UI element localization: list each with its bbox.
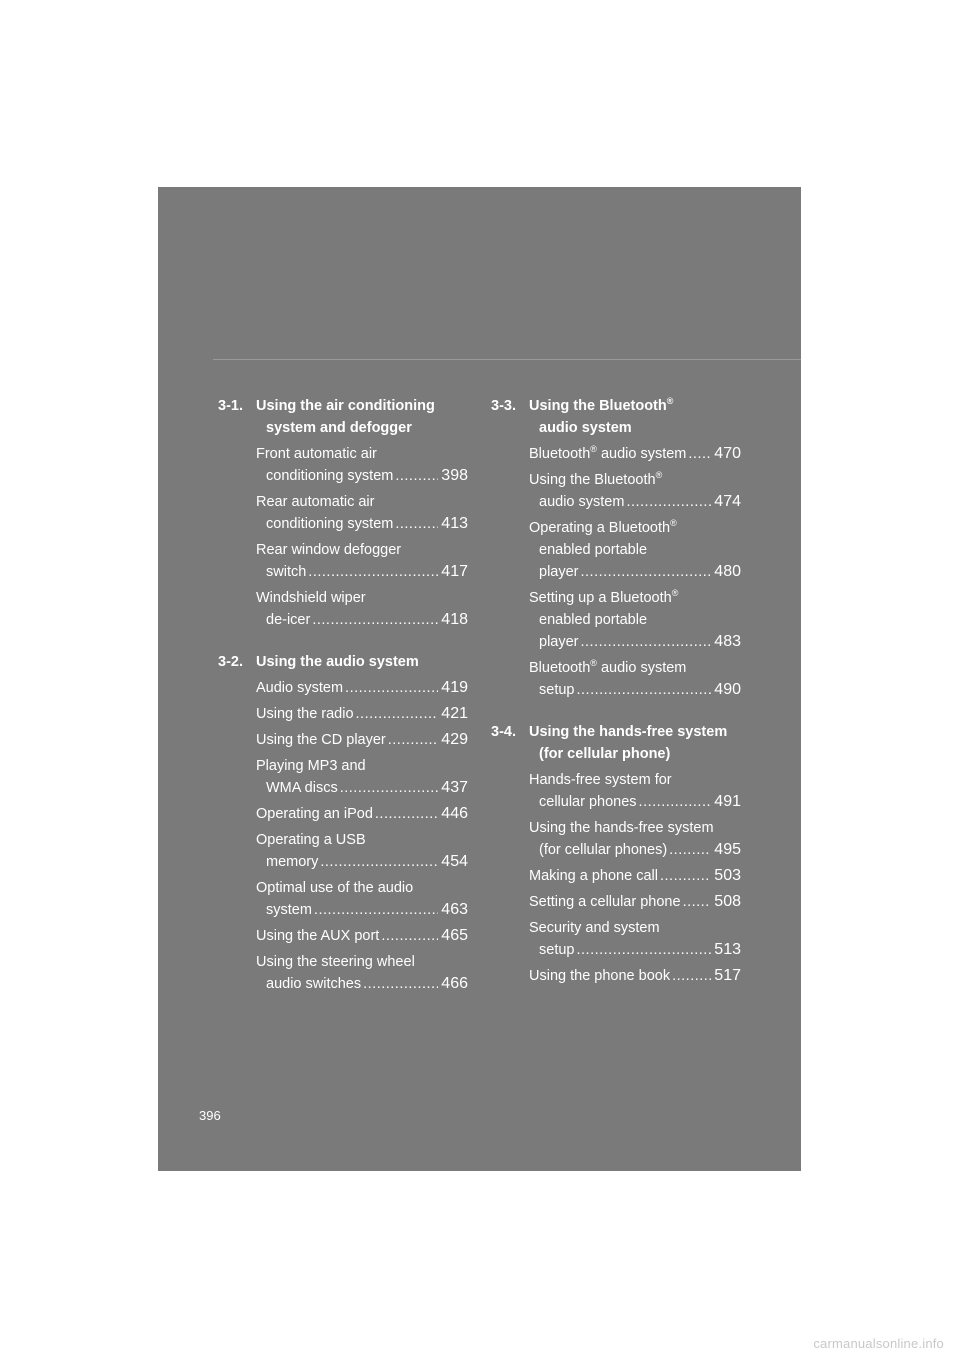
section-title-line1: Using the Bluetooth xyxy=(529,398,667,414)
entry-text-line1: Playing MP3 and xyxy=(256,758,366,774)
toc-entry[interactable] xyxy=(529,965,741,987)
toc-entry[interactable] xyxy=(529,891,741,913)
toc-entry[interactable] xyxy=(529,657,741,701)
entry-text-line1: Using the Bluetooth xyxy=(529,472,656,488)
leader-dots xyxy=(363,973,438,995)
entry-page-number: 446 xyxy=(441,805,468,822)
entry-text-line2: conditioning system xyxy=(266,516,394,532)
leader-dots xyxy=(581,631,712,653)
entry-text-cont: audio system xyxy=(596,446,687,462)
entry-text-line2: de-icer xyxy=(266,612,311,628)
toc-entry[interactable] xyxy=(256,877,468,921)
entry-text-line1: Operating a Bluetooth xyxy=(529,520,671,536)
entry-page-number: 490 xyxy=(714,681,741,698)
entry-page-number: 463 xyxy=(441,901,468,918)
leader-dots xyxy=(683,891,712,913)
leader-dots xyxy=(312,609,438,631)
toc-entry[interactable] xyxy=(529,443,741,465)
entry-page-number: 437 xyxy=(441,779,468,796)
entry-page-number: 413 xyxy=(441,515,468,532)
leader-dots xyxy=(320,851,438,873)
toc-section-3-4 xyxy=(491,721,741,987)
entry-text: Using the radio xyxy=(256,706,354,722)
entry-text-line2: cellular phones xyxy=(539,794,637,810)
leader-dots xyxy=(581,561,712,583)
entry-text-line2: switch xyxy=(266,564,307,580)
leader-dots xyxy=(639,791,712,813)
entry-page-number: 466 xyxy=(441,975,468,992)
registered-mark: ® xyxy=(590,658,597,669)
entry-page-number: 429 xyxy=(441,731,468,748)
entry-text-line2: audio switches xyxy=(266,976,362,992)
entry-text-line2: setup xyxy=(539,942,575,958)
entry-text-line1: Using the steering wheel xyxy=(256,954,415,970)
leader-dots xyxy=(381,925,438,947)
toc-entry[interactable] xyxy=(256,925,468,947)
toc-entry[interactable] xyxy=(256,539,468,583)
leader-dots xyxy=(669,839,711,861)
leader-dots xyxy=(314,899,438,921)
section-number: 3-4. xyxy=(491,724,516,740)
registered-mark: ® xyxy=(670,518,677,529)
section-title-line1: Using the air conditioning xyxy=(256,398,435,414)
section-heading[interactable] xyxy=(218,651,468,673)
entry-text-line1: Rear window defogger xyxy=(256,542,402,558)
entry-text: Setting a cellular phone xyxy=(529,894,681,910)
leader-dots xyxy=(672,965,711,987)
toc-entry[interactable] xyxy=(256,443,468,487)
leader-dots xyxy=(345,677,438,699)
entry-text-line1: Security and system xyxy=(529,920,660,936)
entry-text-line2: (for cellular phones) xyxy=(539,842,668,858)
leader-dots xyxy=(375,803,438,825)
entry-text-line1: Rear automatic air xyxy=(256,494,375,510)
toc-entry[interactable] xyxy=(256,951,468,995)
toc-entry[interactable] xyxy=(529,917,741,961)
entry-page-number: 491 xyxy=(714,793,741,810)
leader-dots xyxy=(395,465,438,487)
leader-dots xyxy=(688,443,711,465)
entry-page-number: 417 xyxy=(441,563,468,580)
entry-text-line2: conditioning system xyxy=(266,468,394,484)
toc-entry[interactable] xyxy=(256,829,468,873)
toc-entry[interactable] xyxy=(256,755,468,799)
entry-page-number: 474 xyxy=(714,493,741,510)
section-title-line2: (for cellular phone) xyxy=(539,746,671,762)
entry-text-line1: Windshield wiper xyxy=(256,590,366,606)
leader-dots xyxy=(395,513,438,535)
entry-page-number: 517 xyxy=(714,967,741,984)
entry-text: Using the AUX port xyxy=(256,928,380,944)
toc-section-3-3 xyxy=(491,395,741,701)
section-number: 3-1. xyxy=(218,398,243,414)
entry-text: Operating an iPod xyxy=(256,806,373,822)
entry-text-line1: Optimal use of the audio xyxy=(256,880,414,896)
registered-mark: ® xyxy=(671,588,679,599)
entry-page-number: 454 xyxy=(441,853,468,870)
entry-text-line2: enabled portable xyxy=(539,542,648,558)
entry-text-line2: setup xyxy=(539,682,575,698)
entry-page-number: 513 xyxy=(714,941,741,958)
entry-page-number: 495 xyxy=(714,841,741,858)
registered-mark: ® xyxy=(666,396,674,407)
toc-entry[interactable] xyxy=(529,769,741,813)
toc-entry[interactable] xyxy=(256,587,468,631)
leader-dots xyxy=(308,561,438,583)
toc-column-left xyxy=(218,395,468,1015)
entry-page-number: 480 xyxy=(714,563,741,580)
watermark: carmanualsonline.info xyxy=(813,1336,944,1351)
section-number: 3-2. xyxy=(218,654,243,670)
entry-text-line2: system xyxy=(266,902,312,918)
entry-text-line1: Front automatic air xyxy=(256,446,377,462)
entry-page-number: 398 xyxy=(441,467,468,484)
toc-entry[interactable] xyxy=(529,817,741,861)
toc-entry[interactable] xyxy=(256,703,468,725)
entry-text-line3: player xyxy=(539,564,579,580)
section-heading[interactable] xyxy=(218,395,468,439)
entry-page-number: 419 xyxy=(441,679,468,696)
section-heading[interactable] xyxy=(491,395,741,439)
entry-text: Bluetooth xyxy=(529,446,591,462)
toc-entry[interactable] xyxy=(256,677,468,699)
entry-text-line2: memory xyxy=(266,854,319,870)
entry-text-line1: Setting up a Bluetooth xyxy=(529,590,672,606)
entry-text: Using the CD player xyxy=(256,732,386,748)
toc-entry[interactable] xyxy=(256,803,468,825)
entry-text: Making a phone call xyxy=(529,868,658,884)
section-title xyxy=(256,395,468,439)
section-number: 3-3. xyxy=(491,398,516,414)
leader-dots xyxy=(388,729,439,751)
leader-dots xyxy=(576,679,711,701)
leader-dots xyxy=(340,777,439,799)
leader-dots xyxy=(576,939,711,961)
section-title xyxy=(529,721,741,765)
entry-text-line3: player xyxy=(539,634,579,650)
section-heading[interactable] xyxy=(491,721,741,765)
leader-dots xyxy=(626,491,711,513)
toc-entry[interactable] xyxy=(529,517,741,583)
entry-text-line1-cont: audio system xyxy=(596,660,687,676)
entry-page-number: 465 xyxy=(441,927,468,944)
entry-text-line1: Using the hands-free system xyxy=(529,820,714,836)
toc-column-right xyxy=(491,395,741,1007)
entry-text-line2: WMA discs xyxy=(266,780,338,796)
toc-entry[interactable] xyxy=(529,469,741,513)
entry-text: Using the phone book xyxy=(529,968,671,984)
page-number: 396 xyxy=(199,1108,221,1123)
entry-text-line2: enabled portable xyxy=(539,612,648,628)
section-title-line1: Using the hands-free system xyxy=(529,724,728,740)
section-title-line2: audio system xyxy=(539,420,632,436)
entry-page-number: 470 xyxy=(714,445,741,462)
toc-section-3-2 xyxy=(218,651,468,995)
toc-section-3-1 xyxy=(218,395,468,631)
section-title-line2: system and defogger xyxy=(266,420,412,436)
toc-entry[interactable] xyxy=(529,587,741,653)
section-title xyxy=(529,395,741,439)
leader-dots xyxy=(356,703,439,725)
entry-page-number: 483 xyxy=(714,633,741,650)
registered-mark: ® xyxy=(590,444,597,455)
entry-text-line1: Operating a USB xyxy=(256,832,366,848)
section-title: Using the audio system xyxy=(256,654,419,670)
entry-text-line1: Bluetooth xyxy=(529,660,591,676)
entry-page-number: 418 xyxy=(441,611,468,628)
entry-page-number: 508 xyxy=(714,893,741,910)
entry-text: Audio system xyxy=(256,680,344,696)
entry-page-number: 503 xyxy=(714,867,741,884)
entry-text-line2: audio system xyxy=(539,494,625,510)
toc-entry[interactable] xyxy=(529,865,741,887)
toc-entry[interactable] xyxy=(256,491,468,535)
toc-entry[interactable] xyxy=(256,729,468,751)
entry-text-line1: Hands-free system for xyxy=(529,772,672,788)
header-divider xyxy=(213,359,801,360)
entry-page-number: 421 xyxy=(441,705,468,722)
leader-dots xyxy=(660,865,711,887)
registered-mark: ® xyxy=(655,470,663,481)
